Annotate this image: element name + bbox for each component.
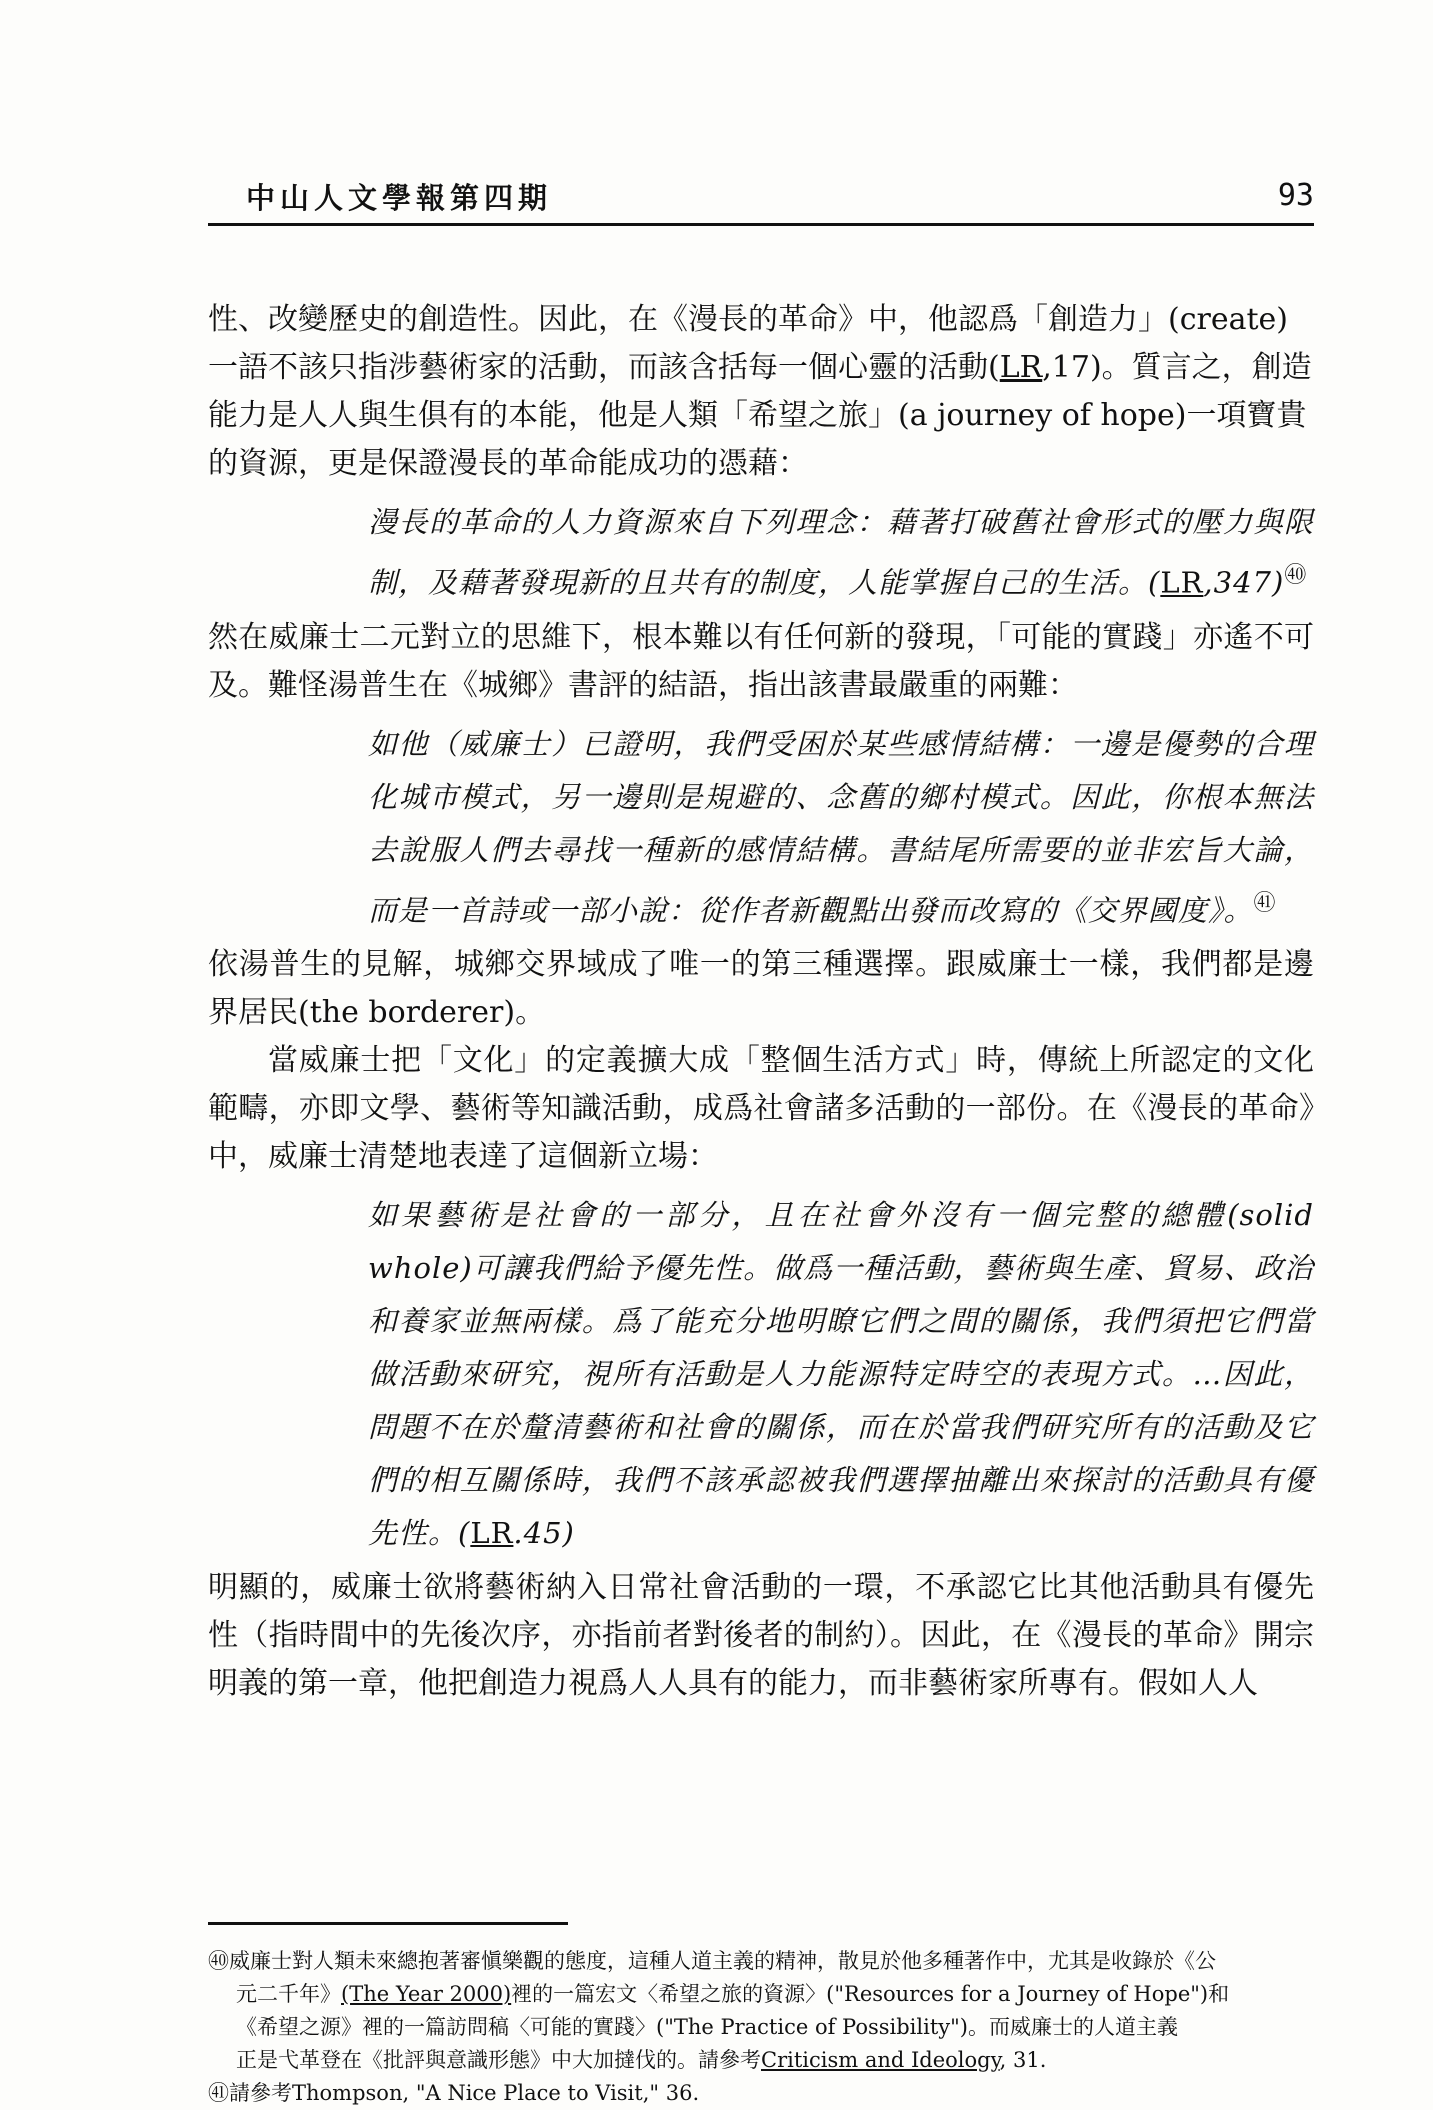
block-quote-3: 如果藝術是社會的一部分，且在社會外沒有一個完整的總體(solid whole)可讓我們給予優先性。做爲一種活動，藝術與生產、貿易、政治和養家並無兩樣。爲了能充分地明瞭它們之間的關係，我們須把它們當做活動來研究，視所有活動是人力能源特定時空的表現方式。…因此，問題不在於釐清藝術和社會的關係，而在於當我們研究所有的活動及它們的相互關係時，我們不該承認被我們選擇抽離出來探討的活動具有優先性。(LR.45) [368, 1198, 1314, 1551]
citation-ref: LR [999, 350, 1043, 385]
footnote-mark-40: ㊵ [1284, 563, 1308, 588]
header-rule [208, 223, 1314, 226]
paragraph-5: 明顯的，威廉士欲將藝術納入日常社會活動的一環，不承認它比其他活動具有優先性（指時間中的先後次序，亦指前者對後者的制約）。因此，在《漫長的革命》開宗明義的第一章，他把創造力視爲人人具有的能力，而非藝術家所專有。假如人人 [208, 1570, 1314, 1702]
footnote-rule [208, 1922, 568, 1925]
page-number: 93 [1277, 178, 1314, 213]
paragraph-4: 當威廉士把「文化」的定義擴大成「整個生活方式」時，傳統上所認定的文化範疇，亦即文學、藝術等知識活動，成爲社會諸多活動的一部份。在《漫長的革命》中，威廉士清楚地表達了這個新立場： [208, 1043, 1314, 1175]
footnote-40: ㊵威廉士對人類未來總抱著審愼樂觀的態度，這種人道主義的精神，散見於他多種著作中，尤其是收錄於《公 元二千年》(The Year 2000)裡的一篇宏文〈希望之旅的資源〉("Resources for a Journey of Hope")和 《希望之源》裡的一篇訪問稿〈可能的實踐〉("The Practice of Possibility")。而威廉士的人道主義 正是弋革登在《批評與意識形態》中大加撻伐的。請參考Criticism and Ideology, 31. [208, 1949, 1230, 2072]
running-header [208, 172, 1314, 222]
journal-title: 中山人文學報第四期 [246, 181, 553, 215]
paragraph-2: 然在威廉士二元對立的思維下，根本難以有任何新的發現，「可能的實踐」亦遙不可及。難怪湯普生在《城鄉》書評的結語，指出該書最嚴重的兩難： [208, 619, 1314, 703]
citation-ref: LR [470, 1516, 514, 1551]
footnotes [208, 1945, 1314, 2110]
citation-ref: LR [1160, 565, 1204, 600]
paragraph-1: 性、改變歷史的創造性。因此，在《漫長的革命》中，他認爲「創造力」(create) 一語不該只指涉藝術家的活動，而該含括每一個心靈的活動(LR,17)。質言之，創造 能力是人人與生俱有的本能，他是人類「希望之旅」(a journey of hope)一項寶貴 的資源，更是保證漫長的革命能成功的憑藉： [208, 302, 1312, 481]
body-text [208, 296, 1314, 1708]
paragraph-3: 依湯普生的見解，城鄉交界域成了唯一的第三種選擇。跟威廉士一樣，我們都是邊界居民(the borderer)。 [208, 947, 1314, 1031]
footnote-41: ㊶請參考Thompson, "A Nice Place to Visit," 36. [208, 2081, 700, 2105]
block-quote-1: 漫長的革命的人力資源來自下列理念：藉著打破舊社會形式的壓力與限制，及藉著發現新的且共有的制度，人能掌握自己的生活。$(LR,347)^㊵$ [368, 505, 1314, 600]
block-quote-2: 如他（威廉士）已證明，我們受困於某些感情結構：一邊是優勢的合理化城市模式，另一邊則是規避的、念舊的鄉村模式。因此，你根本無法去說服人們去尋找一種新的感情結構。書結尾所需要的並非宏旨大論，而是一首詩或一部小說：從作者新觀點出發而改寫的《交界國度》。$^㊶$ [368, 726, 1314, 928]
footnote-mark-41: ㊶ [1253, 890, 1277, 916]
